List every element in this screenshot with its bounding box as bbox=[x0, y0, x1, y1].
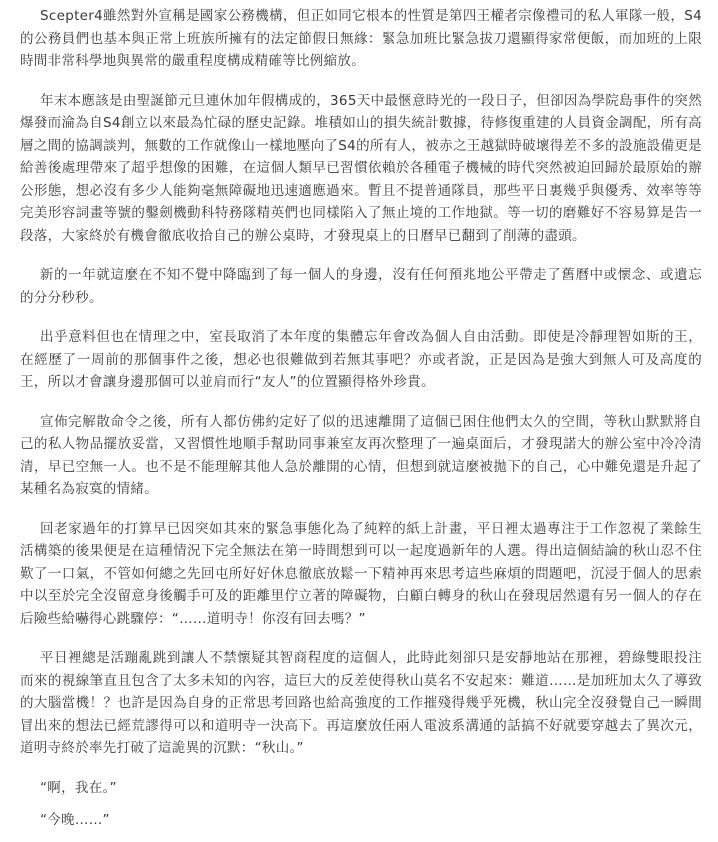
article-body bbox=[20, 5, 702, 842]
dialogue-line-1: “啊，我在。” bbox=[40, 779, 117, 796]
paragraph-7: 平日裡總是活蹦亂跳到讓人不禁懷疑其智商程度的這個人，此時此刻卻只是安靜地站在那裡，碧綠雙眼投注而來的視線筆直且包含了太多未知的內容，這巨大的反差使得秋山莫名不安起來：難道……是加班加太久了導致的大腦當機！？也許是因為自身的正常思考回路也給高強度的工作摧殘得幾乎死機，秋山完全沒發覺自己一瞬間冒出來的想法已經荒謬得可以和道明寺一決高下。再這麼放任兩人電波系溝通的話搞不好就要穿越去了異次元，道明寺終於率先打破了這詭異的沉默：“秋山。” bbox=[20, 650, 702, 756]
paragraph-5: 宣佈完解散命令之後，所有人都仿佛約定好了似的迅速離開了這個已困住他們太久的空間，等秋山默默將自己的私人物品擺放妥當，又習慣性地順手幫助同事兼室友再次整理了一遍桌面后，才發現諾大的辦公室中冷冷清清，早已空無一人。也不是不能理解其他人急於離開的心情，但想到就這麼被拋下的自己，心中難免還是升起了某種名為寂寞的情緒。 bbox=[20, 413, 702, 497]
paragraph-1: Scepter4雖然對外宣稱是國家公務機構，但正如同它根本的性質是第四王權者宗像禮司的私人軍隊一般，S4的公務員們也基本與正常上班族所擁有的法定節假日無緣：緊急加班比緊急拔刀還顯得家常便飯，而加班的上限時間非常科學地與異常的嚴重程度構成精確等比例縮放。 bbox=[20, 8, 702, 69]
paragraph-2: 年末本應該是由聖誕節元旦連休加年假構成的，365天中最愜意時光的一段日子，但卻因為學院島事件的突然爆發而淪為自S4創立以來最為忙碌的歷史記錄。堆積如山的損失統計數據，待修復重建的人員資金調配，所有高層之間的協調談判，無數的工作就像山一樣地壓向了S4的所有人，被赤之王越獄時破壞得差不多的設施設備更是給善後處理帶來了超乎想像的困難，在這個人類早已習慣依賴於各種電子機械的時代突然被迫回歸於最原始的辦公形態，想必沒有多少人能夠毫無障礙地迅速適應過來。暫且不提普通隊員，那些平日裏幾乎與優秀、效率等等完美形容詞畫等號的鑿劍機動科特務隊精英們也同樣陷入了無止境的工作地獄。等一切的磨難好不容易算是告一段落，大家終於有機會徹底收拾自己的辦公桌時，才發現桌上的日曆早已翻到了削薄的盡頭。 bbox=[20, 92, 702, 244]
paragraph-4: 出乎意料但也在情理之中，室長取消了本年度的集體忘年會改為個人自由活動。即使是冷靜理智如斯的王，在經歷了一周前的那個事件之後，想必也很難做到若無其事吧？亦或者說，正是因為是強大到無人可及高度的王，所以才會讓身邊那個可以並肩而行“友人”的位置顯得格外珍貴。 bbox=[20, 329, 702, 390]
dialogue-line-2: “今晚……” bbox=[40, 812, 110, 828]
paragraph-3: 新的一年就這麼在不知不覺中降臨到了每一個人的身邊，沒有任何預兆地公平帶走了舊曆中或懷念、或遺忘的分分秒秒。 bbox=[20, 267, 702, 306]
paragraph-6: 回老家過年的打算早已因突如其來的緊急事態化為了純粹的紙上計畫，平日裡太過專注于工作忽視了業餘生活構築的後果便是在這種情況下完全無法在第一時間想到可以一起度過新年的人選。得出這個結論的秋山忍不住歎了一口氣，不管如何總之先回屯所好好休息徹底放鬆一下精神再來思考這些麻煩的問題吧，沉浸于個人的思索中以至於完全沒留意身後觸手可及的距離里佇立著的障礙物，白顧白轉身的秋山在發現居然還有另一個人的存在后險些給嚇得心跳驟停：“……道明寺！你沒有回去嗎？” bbox=[20, 520, 702, 627]
